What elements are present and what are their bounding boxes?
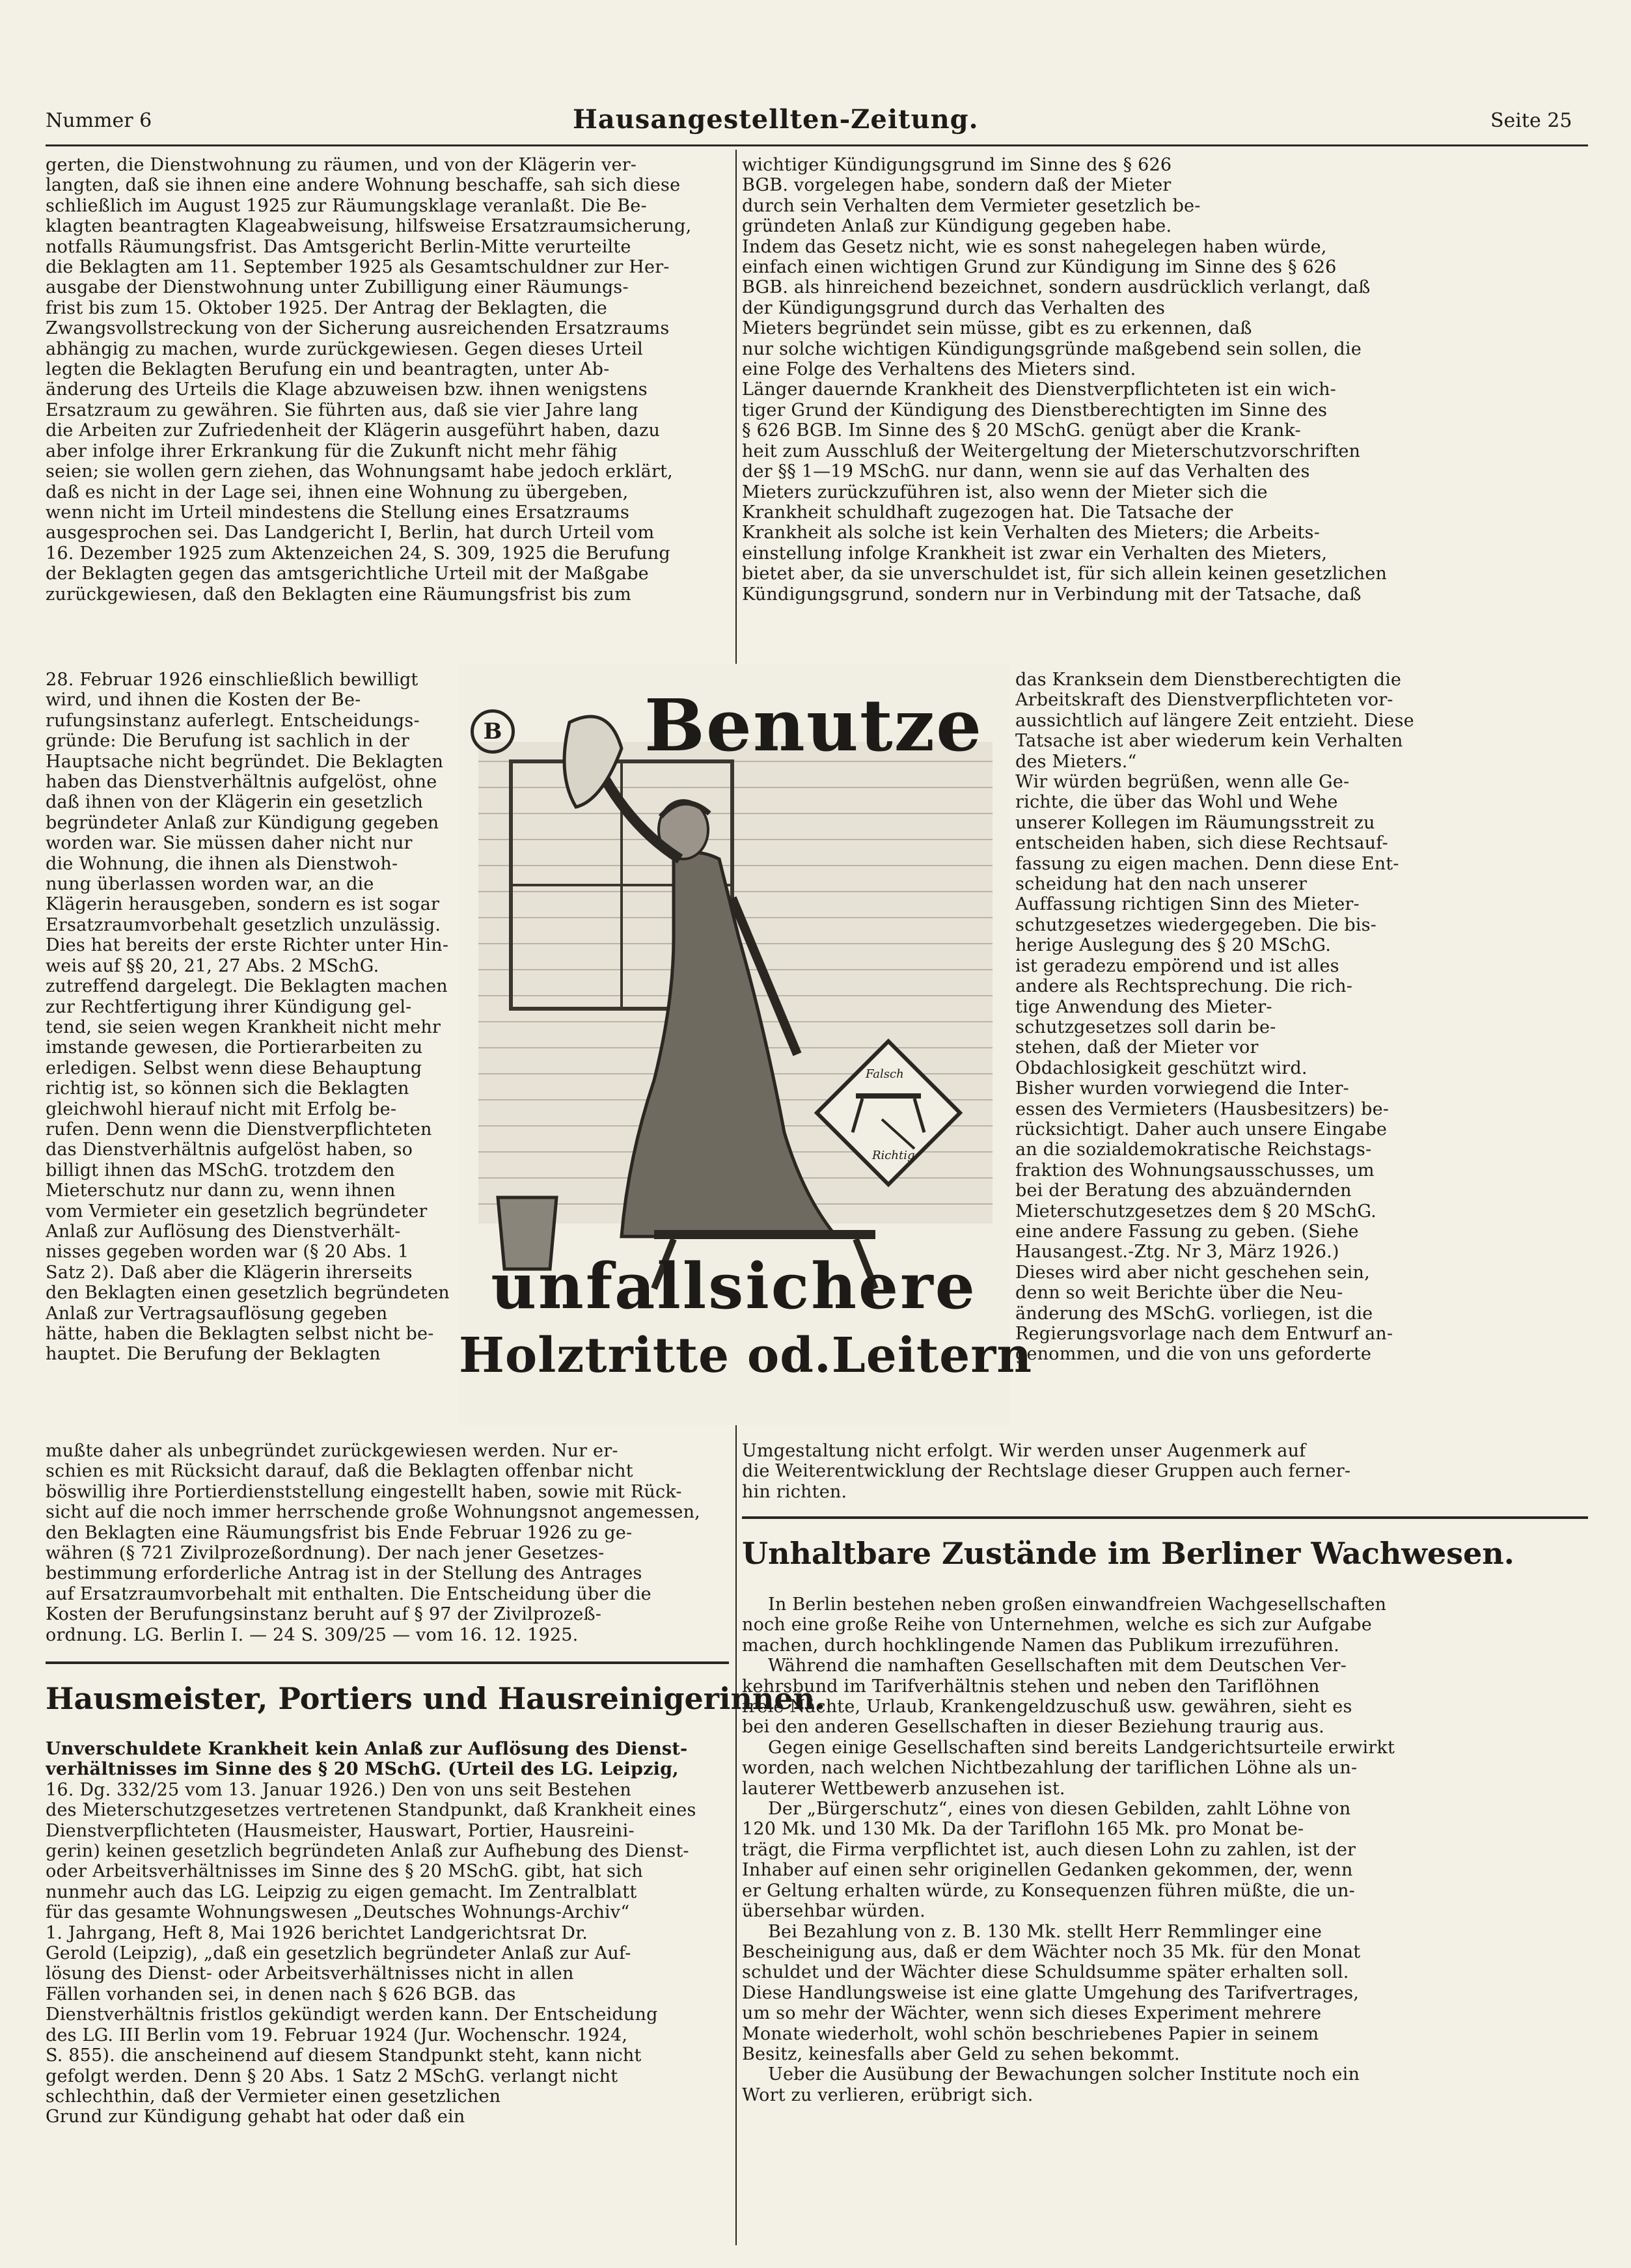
section-hausmeister-text xyxy=(46,1739,729,2127)
text-line: Tatsache ist aber wiederum kein Verhalten xyxy=(1015,731,1403,752)
text-line: die Beklagten am 11. September 1925 als Gesamtschuldner zur Her- xyxy=(46,257,670,278)
text-line: Fällen vorhanden sei, in denen nach § 626 BGB. das xyxy=(46,1984,516,2004)
text-line: essen des Vermieters (Hausbesitzers) be- xyxy=(1015,1099,1390,1119)
text-line: tige Anwendung des Mieter- xyxy=(1015,996,1272,1017)
left-column-top-text xyxy=(46,155,729,605)
text-line: Länger dauernde Krankheit des Dienstverpflichteten ist ein wich- xyxy=(742,379,1336,400)
text-line: Hausangest.-Ztg. Nr 3, März 1926.) xyxy=(1015,1242,1339,1263)
text-line: Bescheinigung aus, daß er dem Wächter noch 35 Mk. für den Monat xyxy=(742,1941,1361,1962)
text-line: langten, daß sie ihnen eine andere Wohnung beschaffe, sah sich diese xyxy=(46,175,681,196)
text-line: eine andere Fassung zu geben. (Siehe xyxy=(1015,1221,1359,1242)
text-line: den Beklagten einen gesetzlich begründeten xyxy=(46,1283,450,1304)
text-line: zutreffend dargelegt. Die Beklagten machen xyxy=(46,976,448,997)
right-column-top-text xyxy=(742,155,1588,605)
text-line: änderung des MSchG. vorliegen, ist die xyxy=(1015,1303,1373,1324)
text-line: Wir würden begrüßen, wenn alle Ge- xyxy=(1015,772,1350,793)
text-line: durch sein Verhalten dem Vermieter gesetzlich be- xyxy=(742,195,1201,216)
text-line: notfalls Räumungsfrist. Das Amtsgericht Berlin-Mitte verurteilte xyxy=(46,236,631,257)
text-line: sicht auf die noch immer herrschende große Wohnungsnot angemessen, xyxy=(46,1502,700,1523)
text-line: die Weiterentwicklung der Rechtslage dieser Gruppen auch ferner- xyxy=(742,1461,1351,1482)
text-line: abhängig zu machen, wurde zurückgewiesen. Gegen dieses Urteil xyxy=(46,338,643,359)
text-line: mußte daher als unbegründet zurückgewiesen werden. Nur er- xyxy=(46,1441,618,1461)
text-line: daß es nicht in der Lage sei, ihnen eine Wohnung zu übergeben, xyxy=(46,482,629,502)
text-line: nur solche wichtigen Kündigungsgründe maßgebend sein sollen, die xyxy=(742,338,1362,359)
text-line: Regierungsvorlage nach dem Entwurf an- xyxy=(1015,1324,1393,1344)
text-line: nunmehr auch das LG. Leipzig zu eigen gemacht. Im Zentralblatt xyxy=(46,1881,637,1902)
text-line: worden, nach welchen Nichtbezahlung der tariflichen Löhne als un- xyxy=(742,1758,1358,1779)
text-line: lösung des Dienst- oder Arbeitsverhältnisses nicht in allen xyxy=(46,1963,574,1984)
text-line: Monate wiederholt, wohl schön beschriebenes Papier in seinem xyxy=(742,2023,1319,2044)
text-line: gründe: Die Berufung ist sachlich in der xyxy=(46,731,410,752)
text-line: Arbeitskraft des Dienstverpflichteten vor- xyxy=(1015,690,1393,711)
text-line: stehen, daß der Mieter vor xyxy=(1015,1037,1259,1058)
text-line: die Arbeiten zur Zufriedenheit der Klägerin ausgeführt haben, dazu xyxy=(46,420,661,441)
text-line: Dienstverpflichteten (Hausmeister, Hauswart, Portier, Hausreini- xyxy=(46,1820,635,1841)
text-line: hätte, haben die Beklagten selbst nicht be- xyxy=(46,1324,434,1344)
section-heading-hausmeister: Hausmeister, Portiers und Hausreinigerinnen. xyxy=(46,1681,826,1716)
text-line: Anlaß zur Vertragsauflösung gegeben xyxy=(46,1303,388,1324)
text-line: auf Ersatzraumvorbehalt mit enthalten. Die Entscheidung über die xyxy=(46,1583,651,1604)
text-line: bei den anderen Gesellschaften in dieser Beziehung traurig aus. xyxy=(742,1717,1324,1738)
text-line: bestimmung erforderliche Antrag ist in der Stellung des Antrages xyxy=(46,1563,642,1584)
text-line: seien; sie wollen gern ziehen, das Wohnungsamt habe jedoch erklärt, xyxy=(46,461,673,482)
text-line: übersehbar würden. xyxy=(742,1901,925,1922)
text-line: S. 855). die anscheinend auf diesem Standpunkt steht, kann nicht xyxy=(46,2045,642,2066)
text-line: gerin) keinen gesetzlich begründeten Anlaß zur Aufhebung des Dienst- xyxy=(46,1841,689,1862)
text-line: hauptet. Die Berufung der Beklagten xyxy=(46,1344,381,1365)
text-line: aussichtlich auf längere Zeit entzieht. Diese xyxy=(1015,710,1414,731)
text-line: § 626 BGB. Im Sinne des § 20 MSchG. genügt aber die Krank- xyxy=(742,420,1301,441)
text-line: Bei Bezahlung von z. B. 130 Mk. stellt Herr Remmlinger eine xyxy=(768,1921,1323,1942)
text-line: legten die Beklagten Berufung ein und beantragten, unter Ab- xyxy=(46,359,610,380)
text-line: unserer Kollegen im Räumungsstreit zu xyxy=(1015,812,1375,833)
text-line: die Wohnung, die ihnen als Dienstwoh- xyxy=(46,853,398,874)
text-line: Auffassung richtigen Sinn des Mieter- xyxy=(1015,894,1360,915)
text-line: imstande gewesen, die Portierarbeiten zu xyxy=(46,1037,423,1058)
text-line: Bisher wurden vorwiegend die Inter- xyxy=(1015,1078,1349,1099)
text-line: Satz 2). Daß aber die Klägerin ihrerseits xyxy=(46,1262,413,1283)
text-line: Dies hat bereits der erste Richter unter Hin- xyxy=(46,935,449,956)
text-line: schutzgesetzes soll darin be- xyxy=(1015,1017,1276,1037)
text-line: lauterer Wettbewerb anzusehen ist. xyxy=(742,1778,1065,1799)
text-line: klagten beantragten Klageabweisung, hilfsweise Ersatzraumsicherung, xyxy=(46,216,692,237)
text-line: entscheiden haben, sich diese Rechtsauf- xyxy=(1015,833,1388,854)
header-rule xyxy=(46,144,1588,146)
page-label: Seite 25 xyxy=(1490,109,1572,132)
text-line: rücksichtigt. Daher auch unsere Eingabe xyxy=(1015,1119,1388,1140)
text-line: tend, sie seien wegen Krankheit nicht mehr xyxy=(46,1017,441,1037)
right-column-after-ad-text xyxy=(742,1441,1588,1502)
text-line: 16. Dg. 332/25 vom 13. Januar 1926.) Den von uns seit Bestehen xyxy=(46,1779,631,1800)
text-line: Kündigungsgrund, sondern nur in Verbindung mit der Tatsache, daß xyxy=(742,584,1362,605)
text-line: bei der Beratung des abzuändernden xyxy=(1015,1181,1352,1201)
text-line: Ersatzraumvorbehalt gesetzlich unzulässig. xyxy=(46,914,441,935)
text-line: rufen. Denn wenn die Dienstverpflichteten xyxy=(46,1119,432,1140)
section-heading-wachwesen: Unhaltbare Zustände im Berliner Wachwesen. xyxy=(742,1536,1514,1571)
text-line: noch eine große Reihe von Unternehmen, welche es sich zur Aufgabe xyxy=(742,1615,1372,1635)
text-line: fassung zu eigen machen. Denn diese Ent- xyxy=(1015,853,1399,874)
text-line: haben das Dienstverhältnis aufgelöst, ohne xyxy=(46,772,437,793)
text-line: Der „Bürgerschutz“, eines von diesen Gebilden, zahlt Löhne von xyxy=(768,1799,1351,1820)
text-line: Dieses wird aber nicht geschehen sein, xyxy=(1015,1262,1370,1283)
text-line: erledigen. Selbst wenn diese Behauptung xyxy=(46,1058,422,1078)
newspaper-title: Hausangestellten-Zeitung. xyxy=(573,104,979,135)
text-line: ordnung. LG. Berlin I. — 24 S. 309/25 — vom 16. 12. 1925. xyxy=(46,1624,579,1645)
text-line: denn so weit Berichte über die Neu- xyxy=(1015,1283,1343,1304)
text-line: einfach einen wichtigen Grund zur Kündigung im Sinne des § 626 xyxy=(742,257,1337,278)
text-line: den Beklagten eine Räumungsfrist bis Ende Februar 1926 zu ge- xyxy=(46,1522,633,1543)
text-line: kehrsbund im Tarifverhältnis stehen und neben den Tariflöhnen xyxy=(742,1676,1320,1697)
text-line: schuldet und der Wächter diese Schuldsumme später erhalten soll. xyxy=(742,1962,1349,1983)
text-line: des Mieterschutzgesetzes vertretenen Standpunkt, daß Krankheit eines xyxy=(46,1800,696,1821)
left-column-narrow-text xyxy=(46,670,452,1365)
text-line: währen (§ 721 Zivilprozeßordnung). Der nach jener Gesetzes- xyxy=(46,1543,605,1564)
text-line: schlechthin, daß der Vermieter einen gesetzlichen xyxy=(46,2086,501,2107)
text-line: In Berlin bestehen neben großen einwandfreien Wachgesellschaften xyxy=(768,1594,1387,1615)
section-wachwesen-text xyxy=(742,1594,1588,2105)
text-line: für das gesamte Wohnungswesen „Deutsches Wohnungs-Archiv“ xyxy=(46,1902,630,1923)
text-line: Hauptsache nicht begründet. Die Beklagten xyxy=(46,751,444,772)
ad-headline: Benutze xyxy=(644,683,983,767)
text-line: gerten, die Dienstwohnung zu räumen, und von der Klägerin ver- xyxy=(46,155,637,175)
text-line: an die sozialdemokratische Reichstags- xyxy=(1015,1140,1372,1160)
ad-sign-label-right: Richtig xyxy=(872,1149,915,1162)
text-line: daß ihnen von der Klägerin ein gesetzlich xyxy=(46,792,424,813)
text-line: Besitz, keinesfalls aber Geld zu sehen bekommt. xyxy=(742,2043,1180,2064)
text-line: fraktion des Wohnungsausschusses, um xyxy=(1015,1160,1375,1181)
text-line: schließlich im August 1925 zur Räumungsklage veranlaßt. Die Be- xyxy=(46,195,647,216)
text-line: heit zum Ausschluß der Weitergeltung der Mieterschutzvorschriften xyxy=(742,441,1361,461)
text-line: Umgestaltung nicht erfolgt. Wir werden unser Augenmerk auf xyxy=(742,1441,1306,1461)
text-line: zurückgewiesen, daß den Beklagten eine Räumungsfrist bis zum xyxy=(46,584,631,605)
text-line: des LG. III Berlin vom 19. Februar 1924 (Jur. Wochenschr. 1924, xyxy=(46,2025,628,2045)
text-line: tiger Grund der Kündigung des Dienstberechtigten im Sinne des xyxy=(742,400,1328,420)
text-line: des Mieters.“ xyxy=(1015,751,1137,772)
page-number-label: Nummer 6 xyxy=(46,109,152,132)
text-line: gleichwohl hierauf nicht mit Erfolg be- xyxy=(46,1099,397,1119)
text-line: verhältnisses im Sinne des § 20 MSchG. (Urteil des LG. Leipzig, xyxy=(46,1759,679,1780)
text-line: er Geltung erhalten würde, zu Konsequenzen führen müßte, die un- xyxy=(742,1880,1355,1901)
text-line: das Kranksein dem Dienstberechtigten die xyxy=(1015,670,1402,690)
text-line: böswillig ihre Portierdienststellung eingestellt haben, sowie mit Rück- xyxy=(46,1481,682,1502)
text-line: aber infolge ihrer Erkrankung für die Zukunft nicht mehr fähig xyxy=(46,441,618,461)
text-line: um so mehr der Wächter, wenn sich dieses Experiment mehrere xyxy=(742,2003,1322,2024)
text-line: schien es mit Rücksicht darauf, daß die Beklagten offenbar nicht xyxy=(46,1461,633,1482)
text-line: vom Vermieter ein gesetzlich begründeter xyxy=(46,1201,428,1222)
text-line: Inhaber auf einen sehr originellen Gedanken gekommen, der, wenn xyxy=(742,1860,1353,1881)
text-line: ausgabe der Dienstwohnung unter Zubilligung einer Räumungs- xyxy=(46,277,629,298)
text-line: Gerold (Leipzig), „daß ein gesetzlich begründeter Anlaß zur Auf- xyxy=(46,1943,631,1964)
text-line: wird, und ihnen die Kosten der Be- xyxy=(46,690,361,711)
section-rule xyxy=(742,1516,1588,1519)
text-line: richtig ist, so können sich die Beklagten xyxy=(46,1078,409,1099)
text-line: weis auf §§ 20, 21, 27 Abs. 2 MSchG. xyxy=(46,955,379,976)
text-line: Wort zu verlieren, erübrigt sich. xyxy=(742,2084,1034,2105)
text-line: billigt ihnen das MSchG. trotzdem den xyxy=(46,1160,395,1181)
text-line: begründeter Anlaß zur Kündigung gegeben xyxy=(46,812,439,833)
text-line: änderung des Urteils die Klage abzuweisen bzw. ihnen wenigstens xyxy=(46,379,648,400)
text-line: 28. Februar 1926 einschließlich bewilligt xyxy=(46,670,418,690)
logo-badge-icon: B xyxy=(471,709,515,754)
text-line: richte, die über das Wohl und Wehe xyxy=(1015,792,1338,813)
text-line: Krankheit als solche ist kein Verhalten des Mieters; die Arbeits- xyxy=(742,523,1320,543)
section-rule xyxy=(46,1661,729,1664)
text-line: Mieterschutz nur dann zu, wenn ihnen xyxy=(46,1181,396,1201)
text-line: bietet aber, da sie unverschuldet ist, für sich allein keinen gesetzlichen xyxy=(742,564,1387,584)
text-line: 16. Dezember 1925 zum Aktenzeichen 24, S. 309, 1925 die Berufung xyxy=(46,543,670,564)
text-line: Dienstverhältnis fristlos gekündigt werden kann. Der Entscheidung xyxy=(46,2004,658,2025)
text-line: wenn nicht im Urteil mindestens die Stellung eines Ersatzraums xyxy=(46,502,630,523)
text-line: Zwangsvollstreckung von der Sicherung ausreichenden Ersatzraums xyxy=(46,318,670,339)
text-line: der Beklagten gegen das amtsgerichtliche Urteil mit der Maßgabe xyxy=(46,564,649,584)
text-line: zur Rechtfertigung ihrer Kündigung gel- xyxy=(46,996,412,1017)
text-line: Obdachlosigkeit geschützt wird. xyxy=(1015,1058,1308,1078)
text-line: frist bis zum 15. Oktober 1925. Der Antrag der Beklagten, die xyxy=(46,297,607,318)
text-line: Unverschuldete Krankheit kein Anlaß zur Auflösung des Dienst- xyxy=(46,1739,688,1759)
text-line: Mieters zurückzuführen ist, also wenn der Mieter sich die xyxy=(742,482,1268,502)
text-line: gründeten Anlaß zur Kündigung gegeben habe. xyxy=(742,216,1172,237)
text-line: Ueber die Ausübung der Bewachungen solcher Institute noch ein xyxy=(768,2064,1360,2085)
advertisement xyxy=(459,664,1033,1425)
text-line: Mieters begründet sein müsse, gibt es zu erkennen, daß xyxy=(742,318,1252,339)
text-line: trägt, die Firma verpflichtet ist, auch diesen Lohn zu zahlen, ist der xyxy=(742,1839,1356,1860)
text-line: ist geradezu empörend und ist alles xyxy=(1015,955,1339,976)
text-line: Indem das Gesetz nicht, wie es sonst nahegelegen haben würde, xyxy=(742,236,1327,257)
left-column-bottom-text xyxy=(46,1441,729,1645)
text-line: nung überlassen worden war, an die xyxy=(46,874,374,895)
text-line: andere als Rechtsprechung. Die rich- xyxy=(1015,976,1353,997)
text-line: ausgesprochen sei. Das Landgericht I, Berlin, hat durch Urteil vom xyxy=(46,523,655,543)
text-line: oder Arbeitsverhältnisses im Sinne des § 20 MSchG. gibt, hat sich xyxy=(46,1861,643,1882)
text-line: BGB. als hinreichend bezeichnet, sondern ausdrücklich verlangt, daß xyxy=(742,277,1371,298)
text-line: Anlaß zur Auflösung des Dienstverhält- xyxy=(46,1221,401,1242)
text-line: Kosten der Berufungsinstanz beruht auf § 97 der Zivilprozeß- xyxy=(46,1604,602,1625)
text-line: freie Nächte, Urlaub, Krankengeldzuschuß usw. gewähren, sieht es xyxy=(742,1697,1352,1717)
text-line: worden war. Sie müssen daher nicht nur xyxy=(46,833,413,854)
text-line: Während die namhaften Gesellschaften mit dem Deutschen Ver- xyxy=(768,1656,1347,1676)
text-line: scheidung hat den nach unserer xyxy=(1015,874,1308,895)
text-line: einstellung infolge Krankheit ist zwar ein Verhalten des Mieters, xyxy=(742,543,1328,564)
text-line: herige Auslegung des § 20 MSchG. xyxy=(1015,935,1332,956)
text-line: Krankheit schuldhaft zugezogen hat. Die Tatsache der xyxy=(742,502,1233,523)
text-line: gefolgt werden. Denn § 20 Abs. 1 Satz 2 MSchG. verlangt nicht xyxy=(46,2066,618,2086)
text-line: schutzgesetzes wiedergegeben. Die bis- xyxy=(1015,914,1377,935)
text-line: genommen, und die von uns geforderte xyxy=(1015,1344,1372,1365)
text-line: 120 Mk. und 130 Mk. Da der Tariflohn 165 Mk. pro Monat be- xyxy=(742,1819,1304,1840)
text-line: eine Folge des Verhaltens des Mieters sind. xyxy=(742,359,1136,380)
text-line: nisses gegeben worden war (§ 20 Abs. 1 xyxy=(46,1242,409,1263)
text-line: hin richten. xyxy=(742,1481,847,1502)
text-line: das Dienstverhältnis aufgelöst haben, so xyxy=(46,1140,413,1160)
text-line: BGB. vorgelegen habe, sondern daß der Mieter xyxy=(742,175,1172,196)
text-line: Klägerin herausgeben, sondern es ist sogar xyxy=(46,894,440,915)
text-line: rufungsinstanz auferlegt. Entscheidungs- xyxy=(46,710,420,731)
text-line: 1. Jahrgang, Heft 8, Mai 1926 berichtet Landgerichtsrat Dr. xyxy=(46,1922,588,1943)
ad-line-holztritte: Holztritte od.Leitern xyxy=(459,1328,1033,1384)
text-line: wichtiger Kündigungsgrund im Sinne des § 626 xyxy=(742,155,1172,175)
text-line: der Kündigungsgrund durch das Verhalten des xyxy=(742,297,1166,318)
ad-line-unfallsichere: unfallsichere xyxy=(491,1250,977,1323)
text-line: Gegen einige Gesellschaften sind bereits Landgerichtsurteile erwirkt xyxy=(768,1737,1395,1758)
text-line: der §§ 1—19 MSchG. nur dann, wenn sie auf das Verhalten des xyxy=(742,461,1310,482)
text-line: Mieterschutzgesetzes dem § 20 MSchG. xyxy=(1015,1201,1377,1222)
text-line: Diese Handlungsweise ist eine glatte Umgehung des Tarifvertrages, xyxy=(742,1982,1360,2003)
text-line: Grund zur Kündigung gehabt hat oder daß ein xyxy=(46,2107,465,2127)
right-column-narrow-text xyxy=(1015,670,1588,1365)
ad-sign-label-wrong: Falsch xyxy=(866,1067,904,1081)
text-line: machen, durch hochklingende Namen das Publikum irrezuführen. xyxy=(742,1635,1339,1656)
text-line: Ersatzraum zu gewähren. Sie führten aus, daß sie vier Jahre lang xyxy=(46,400,638,420)
